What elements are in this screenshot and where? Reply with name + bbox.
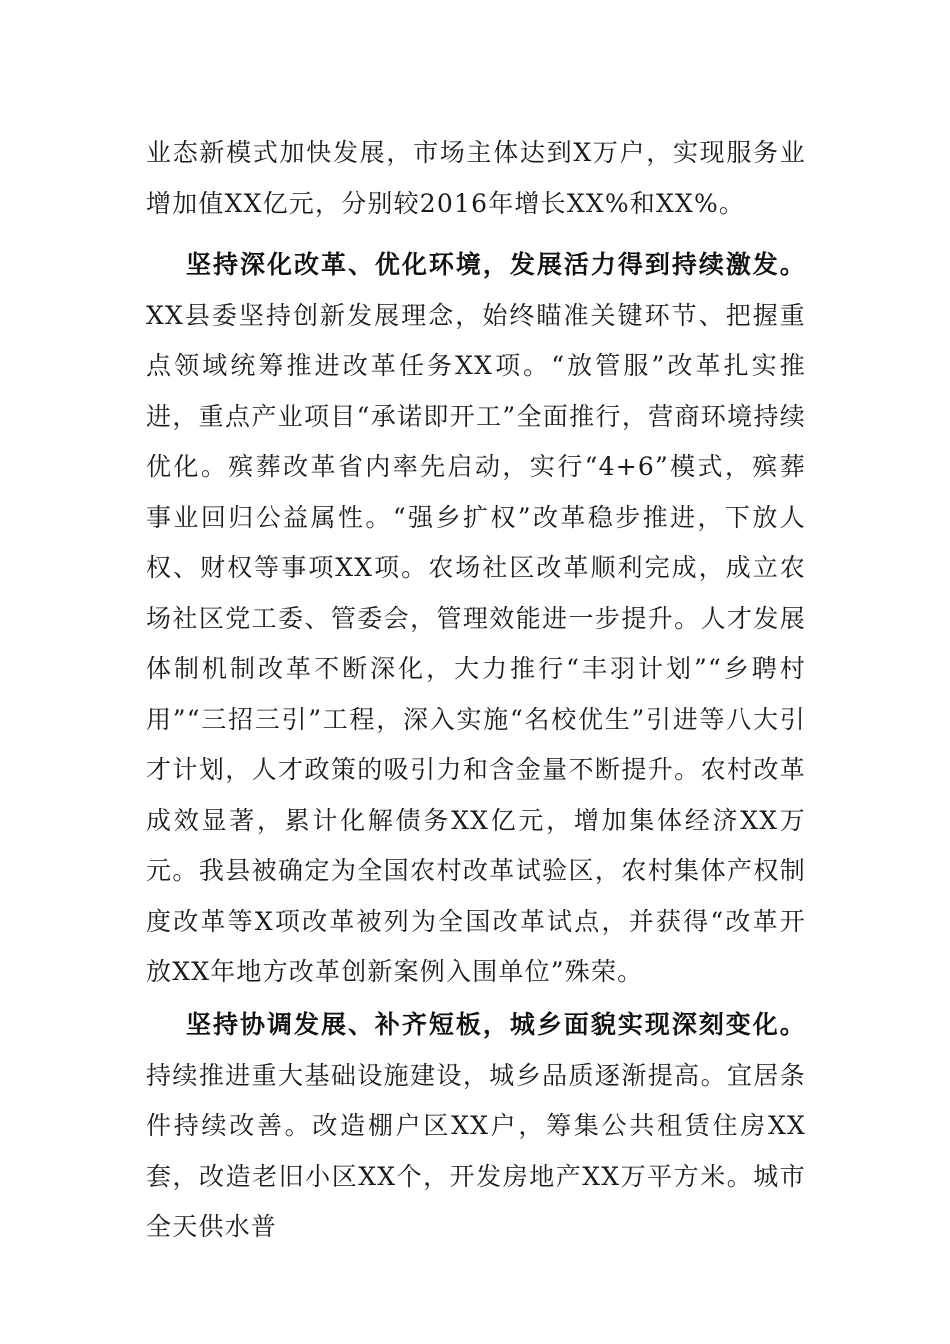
paragraph-coordination — [146, 1000, 806, 1253]
paragraph-reform — [146, 240, 806, 998]
paragraph-body: 业态新模式加快发展，市场主体达到X万户，实现服务业增加值XX亿元，分别较2016年增长XX%和XX%。 — [146, 138, 806, 218]
paragraph-lead: 坚持协调发展、补齐短板，城乡面貌实现深刻变化。 — [186, 1010, 806, 1039]
paragraph-lead: 坚持深化改革、优化环境，发展活力得到持续激发。 — [186, 250, 806, 279]
paragraph-body: XX县委坚持创新发展理念，始终瞄准关键环节、把握重点领域统筹推进改革任务XX项。“放管服”改革扎实推进，重点产业项目“承诺即开工”全面推行，营商环境持续优化。殡葬改革省内率先启动，实行“4+6”模式，殡葬事业回归公益属性。“强乡扩权”改革稳步推进，下放人权、财权等事项XX项。农场社区改革顺利完成，成立农场社区党工委、管委会，管理效能进一步提升。人才发展体制机制改革不断深化，大力推行“丰羽计划”“乡聘村用”“三招三引”工程，深入实施“名校优生”引进等八大引才计划，人才政策的吸引力和含金量不断提升。农村改革成效显著，累计化解债务XX亿元，增加集体经济XX万元。我县被确定为全国农村改革试验区，农村集体产权制度改革等X项改革被列为全国改革试点，并获得“改革开放XX年地方改革创新案例入围单位”殊荣。 — [146, 300, 806, 986]
paragraph-body: 持续推进重大基础设施建设，城乡品质逐渐提高。宜居条件持续改善。改造棚户区XX户，筹集公共租赁住房XX套，改造老旧小区XX个，开发房地产XX万平方米。城市全天供水普 — [146, 1060, 806, 1241]
paragraph-services — [146, 128, 806, 229]
